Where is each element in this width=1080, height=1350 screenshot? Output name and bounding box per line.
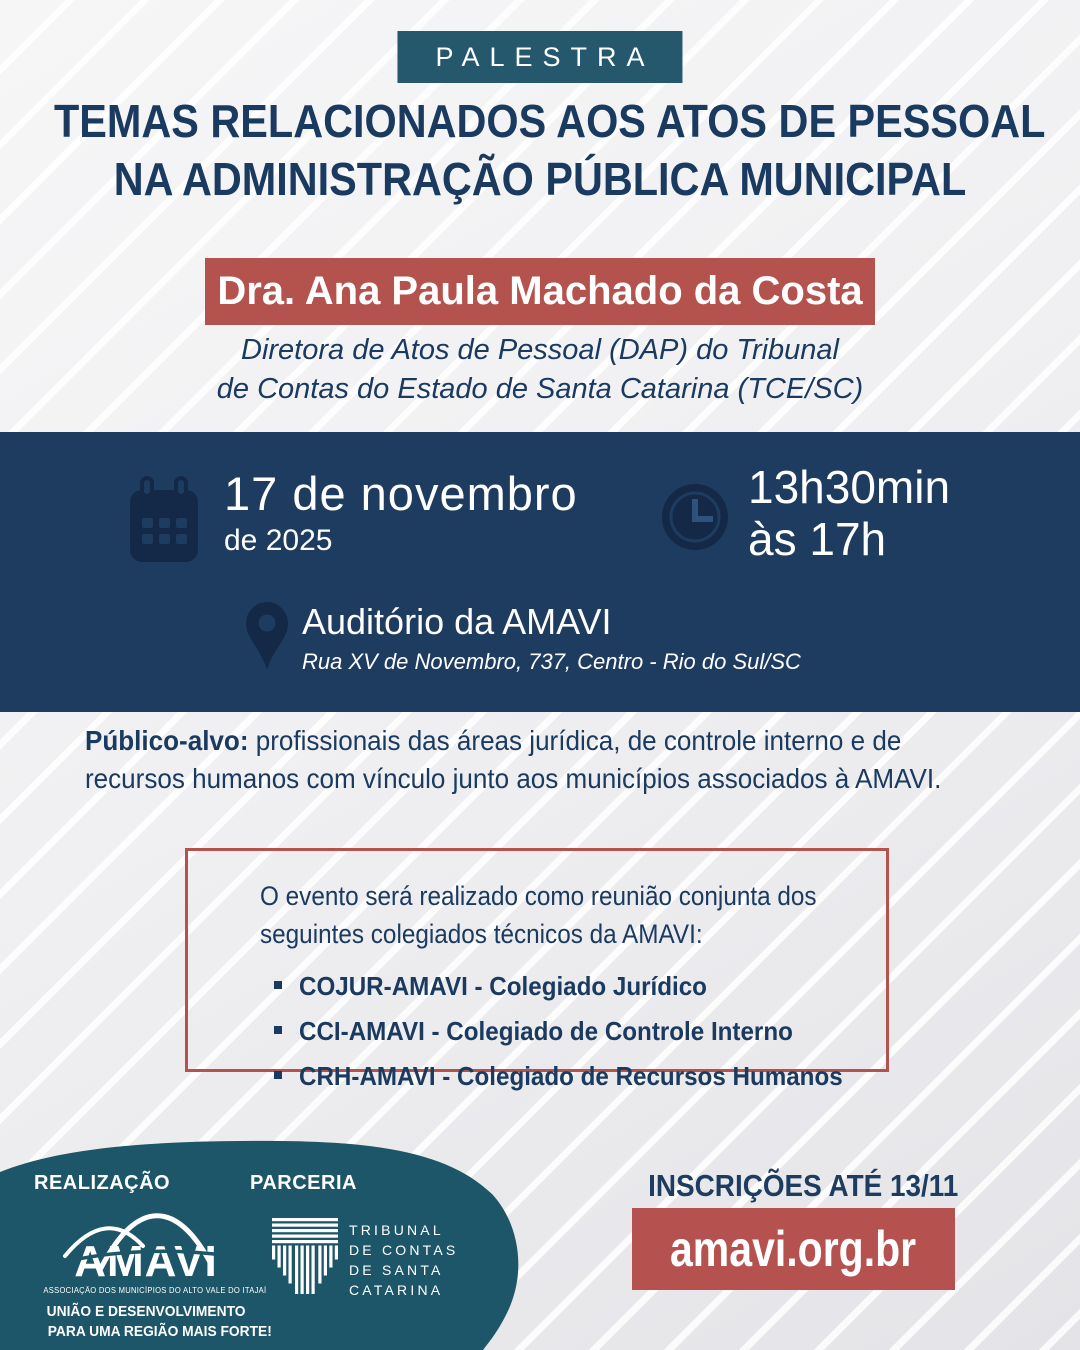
meeting-intro-line1: O evento será realizado como reunião conjunta dos xyxy=(260,881,817,911)
tce-mark-icon xyxy=(272,1218,338,1294)
event-time-start: 13h30min xyxy=(748,461,951,513)
event-address: Rua XV de Novembro, 737, Centro - Rio do Sul/SC xyxy=(302,649,801,674)
list-item xyxy=(272,971,886,1002)
registration-deadline: INSCRIÇÕES ATÉ 13/11 xyxy=(648,1168,959,1203)
clock-icon xyxy=(660,482,730,552)
audience-line1 xyxy=(85,722,978,760)
meeting-intro xyxy=(260,877,886,954)
list-item xyxy=(272,1061,886,1092)
event-details-band xyxy=(0,432,1080,712)
tce-name-line1: TRIBUNAL xyxy=(349,1222,444,1238)
website-url[interactable]: amavi.org.br xyxy=(670,1221,917,1277)
amavi-tagline-line1: UNIÃO E DESENVOLVIMENTO xyxy=(46,1303,246,1320)
meeting-list xyxy=(272,971,886,1092)
audience-text-line1: profissionais das áreas jurídica, de controle interno e de xyxy=(255,725,902,756)
event-venue: Auditório da AMAVI xyxy=(302,601,612,642)
speaker-role xyxy=(0,331,1080,409)
tce-name xyxy=(349,1221,458,1301)
event-date-main: 17 de novembro xyxy=(224,467,578,520)
event-date-year: de 2025 xyxy=(224,524,333,557)
amavi-logo xyxy=(38,1196,272,1341)
amavi-mountains-icon xyxy=(59,1196,234,1280)
event-date xyxy=(224,466,578,558)
list-item-text: CRH-AMAVI - Colegiado de Recursos Humanos xyxy=(299,1060,843,1091)
amavi-tagline xyxy=(38,1302,272,1341)
tce-name-line4: CATARINA xyxy=(349,1281,444,1298)
event-title-line2: NA ADMINISTRAÇÃO PÚBLICA MUNICIPAL xyxy=(113,153,967,206)
calendar-icon xyxy=(128,476,200,564)
palestra-badge: PALESTRA xyxy=(397,31,682,83)
event-title xyxy=(0,92,1080,209)
website-button[interactable] xyxy=(632,1208,955,1290)
amavi-subtitle: ASSOCIAÇÃO DOS MUNICÍPIOS DO ALTO VALE DO ITAJAÍ xyxy=(43,1286,267,1295)
speaker-role-line1: Diretora de Atos de Pessoal (DAP) do Tribunal xyxy=(241,334,839,366)
speaker-banner xyxy=(205,258,875,325)
event-title-line1: TEMAS RELACIONADOS AOS ATOS DE PESSOAL xyxy=(54,95,1046,147)
event-time-end: às 17h xyxy=(748,512,887,565)
event-venue-block xyxy=(302,601,801,675)
tce-name-line2: DE CONTAS xyxy=(349,1241,459,1258)
speaker-name: Dra. Ana Paula Machado da Costa xyxy=(217,269,863,313)
speaker-role-line2: de Contas do Estado de Santa Catarina (TCE/SC) xyxy=(216,372,864,405)
audience-line2: recursos humanos com vínculo junto aos municípios associados à AMAVI. xyxy=(85,763,942,795)
audience-label: Público-alvo: xyxy=(85,725,249,756)
list-item-text: CCI-AMAVI - Colegiado de Controle Interno xyxy=(299,1015,793,1046)
amavi-name: AMAVI xyxy=(73,1237,218,1280)
audience-text xyxy=(85,722,1045,798)
meeting-intro-line2: seguintes colegiados técnicos da AMAVI: xyxy=(260,919,703,950)
location-pin-icon xyxy=(246,602,288,670)
partnership-label: PARCERIA xyxy=(250,1172,357,1194)
list-item-text: COJUR-AMAVI - Colegiado Jurídico xyxy=(299,970,707,1001)
tce-logo xyxy=(272,1218,458,1301)
meeting-box xyxy=(185,848,889,1091)
realization-label: REALIZAÇÃO xyxy=(34,1172,171,1194)
list-item xyxy=(272,1016,886,1047)
amavi-tagline-line2: PARA UMA REGIÃO MAIS FORTE! xyxy=(47,1322,272,1340)
event-time xyxy=(748,462,950,566)
tce-name-line3: DE SANTA xyxy=(349,1261,444,1278)
